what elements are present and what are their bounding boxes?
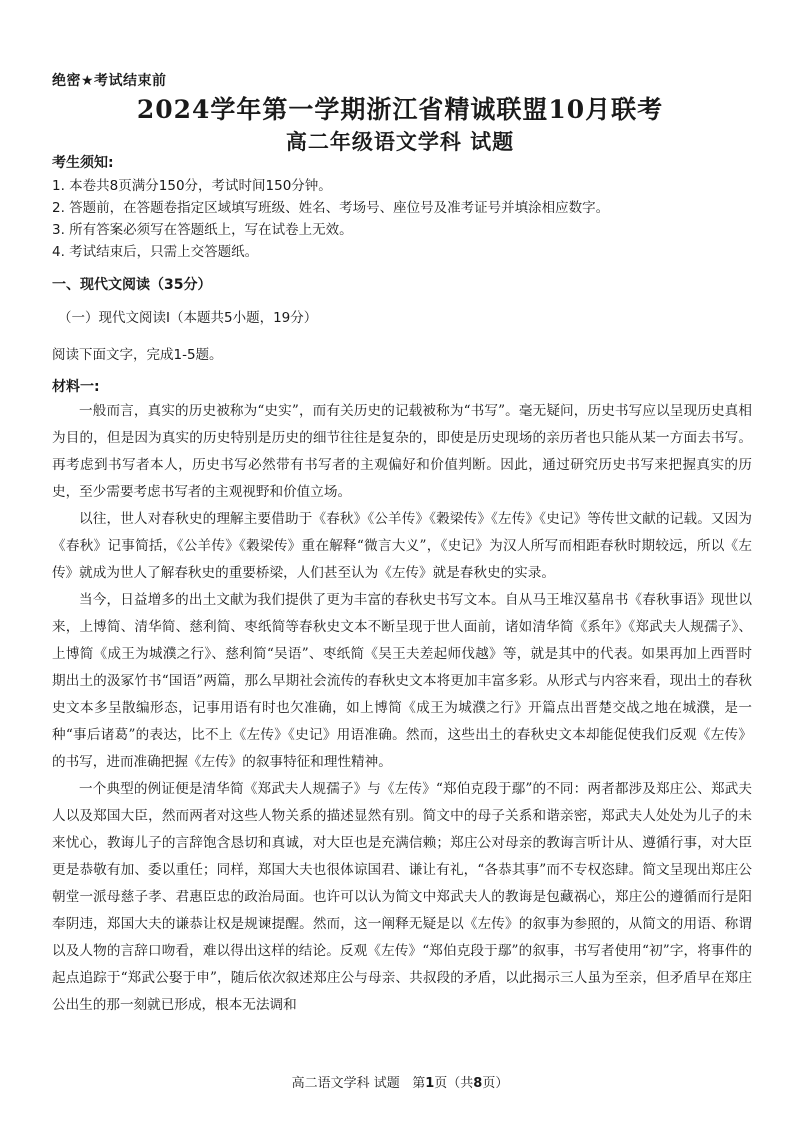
reading-passage bbox=[52, 398, 752, 1019]
footer-total-pages: 8 bbox=[473, 1076, 483, 1091]
notice-item: 1. 本卷共8页满分150分，考试时间150分钟。 bbox=[52, 178, 332, 194]
notice-list bbox=[52, 175, 609, 263]
passage-paragraph: 当今，日益增多的出土文献为我们提供了更为丰富的春秋史书写文本。自从马王堆汉墓帛书《春秋事语》现世以来，上博简、清华简、慈利简、枣纸简等春秋史文本不断呈现于世人面前，诸如清华简《系年》《郑武夫人规孺子》、上博简《成王为城濮之行》、慈利简“吴语”、枣纸简《吴王夫差起师伐越》等，就是其中的代表。如果再加上西晋时期出土的汲冢竹书“国语”两篇，那么早期社会流传的春秋史文本将更加丰富多彩。从形式与内容来看，现出土的春秋史文本多呈散编形态，记事用语有时也欠准确，如上博简《成王为城濮之行》开篇点出晋楚交战之地在城濮，是一种“事后诸葛”的表达，比不上《左传》《史记》用语准确。然而，这些出土的春秋史文本却能促使我们反观《左传》的书写，进而准确把握《左传》的叙事特征和理性精神。 bbox=[52, 592, 752, 770]
footer-page-post: 页（共 bbox=[434, 1076, 474, 1091]
material-label: 材料一: bbox=[52, 379, 100, 395]
footer-page-pre: 第 bbox=[412, 1076, 426, 1091]
section-subheading: （一）现代文阅读Ⅰ（本题共5小题，19分） bbox=[58, 310, 318, 326]
footer-page-number: 1 bbox=[425, 1076, 435, 1091]
secret-label: 绝密★考试结束前 bbox=[52, 73, 167, 89]
notice-item: 2. 答题前，在答题卷指定区域填写班级、姓名、考场号、座位号及准考证号并填涂相应数字。 bbox=[52, 200, 610, 216]
page-footer bbox=[0, 1072, 800, 1091]
exam-subtitle: 高二年级语文学科 试题 bbox=[285, 129, 515, 154]
notice-item: 3. 所有答案必须写在答题纸上，写在试卷上无效。 bbox=[52, 222, 353, 238]
notice-heading: 考生须知: bbox=[52, 155, 114, 171]
passage-paragraph: 以往，世人对春秋史的理解主要借助于《春秋》《公羊传》《穀梁传》《左传》《史记》等传世文献的记载。又因为《春秋》记事简括，《公羊传》《穀梁传》重在解释“微言大义”，《史记》为汉人所写而相距春秋时期较远，所以《左传》就成为世人了解春秋史的重要桥梁，人们甚至认为《左传》就是春秋史的实录。 bbox=[52, 511, 752, 581]
section-heading: 一、现代文阅读（35分） bbox=[52, 277, 212, 293]
passage-paragraph: 一个典型的例证便是清华简《郑武夫人规孺子》与《左传》“郑伯克段于鄢”的不同：两者都涉及郑庄公、郑武夫人以及郑国大臣，然而两者对这些人物关系的描述显然有别。简文中的母子关系和谐亲密，郑武夫人处处为儿子的未来忧心，教诲儿子的言辞饱含恳切和真诚，对大臣也是充满信赖；郑庄公对母亲的教诲言听计从、遵循行事，对大臣更是恭敬有加、委以重任；同样，郑国大夫也很体谅国君、谦让有礼，“各恭其事”而不专权恣肆。简文呈现出郑庄公朝堂一派母慈子孝、君惠臣忠的政治局面。也许可以认为简文中郑武夫人的教诲是包藏祸心，郑庄公的遵循而行是阳奉阴违，郑国大夫的谦恭让权是规谏提醒。然而，这一阐释无疑是以《左传》的叙事为参照的，从简文的用语、称谓以及人物的言辞口吻看，难以得出这样的结论。反观《左传》“郑伯克段于鄢”的叙事，书写者使用“初”字，将事件的起点追踪于“郑武公娶于申”，随后依次叙述郑庄公与母亲、共叔段的矛盾，以此揭示三人虽为至亲，但矛盾早在郑庄公出生的那一刻就已形成，根本无法调和 bbox=[52, 781, 752, 1013]
footer-title: 高二语文学科 试题 bbox=[291, 1076, 400, 1091]
exam-title: 2024学年第一学期浙江省精诚联盟10月联考 bbox=[136, 95, 664, 124]
notice-item: 4. 考试结束后，只需上交答题纸。 bbox=[52, 244, 259, 260]
footer-total-post: 页） bbox=[482, 1076, 509, 1091]
reading-instruction: 阅读下面文字，完成1-5题。 bbox=[52, 347, 223, 363]
passage-paragraph: 一般而言，真实的历史被称为“史实”，而有关历史的记载被称为“书写”。毫无疑问，历史书写应以呈现历史真相为目的，但是因为真实的历史特别是历史的细节往往是复杂的，即使是历史现场的亲历者也只能从某一方面去书写。再考虑到书写者本人，历史书写必然带有书写者的主观偏好和价值判断。因此，通过研究历史书写来把握真实的历史，至少需要考虑书写者的主观视野和价值立场。 bbox=[52, 403, 752, 500]
